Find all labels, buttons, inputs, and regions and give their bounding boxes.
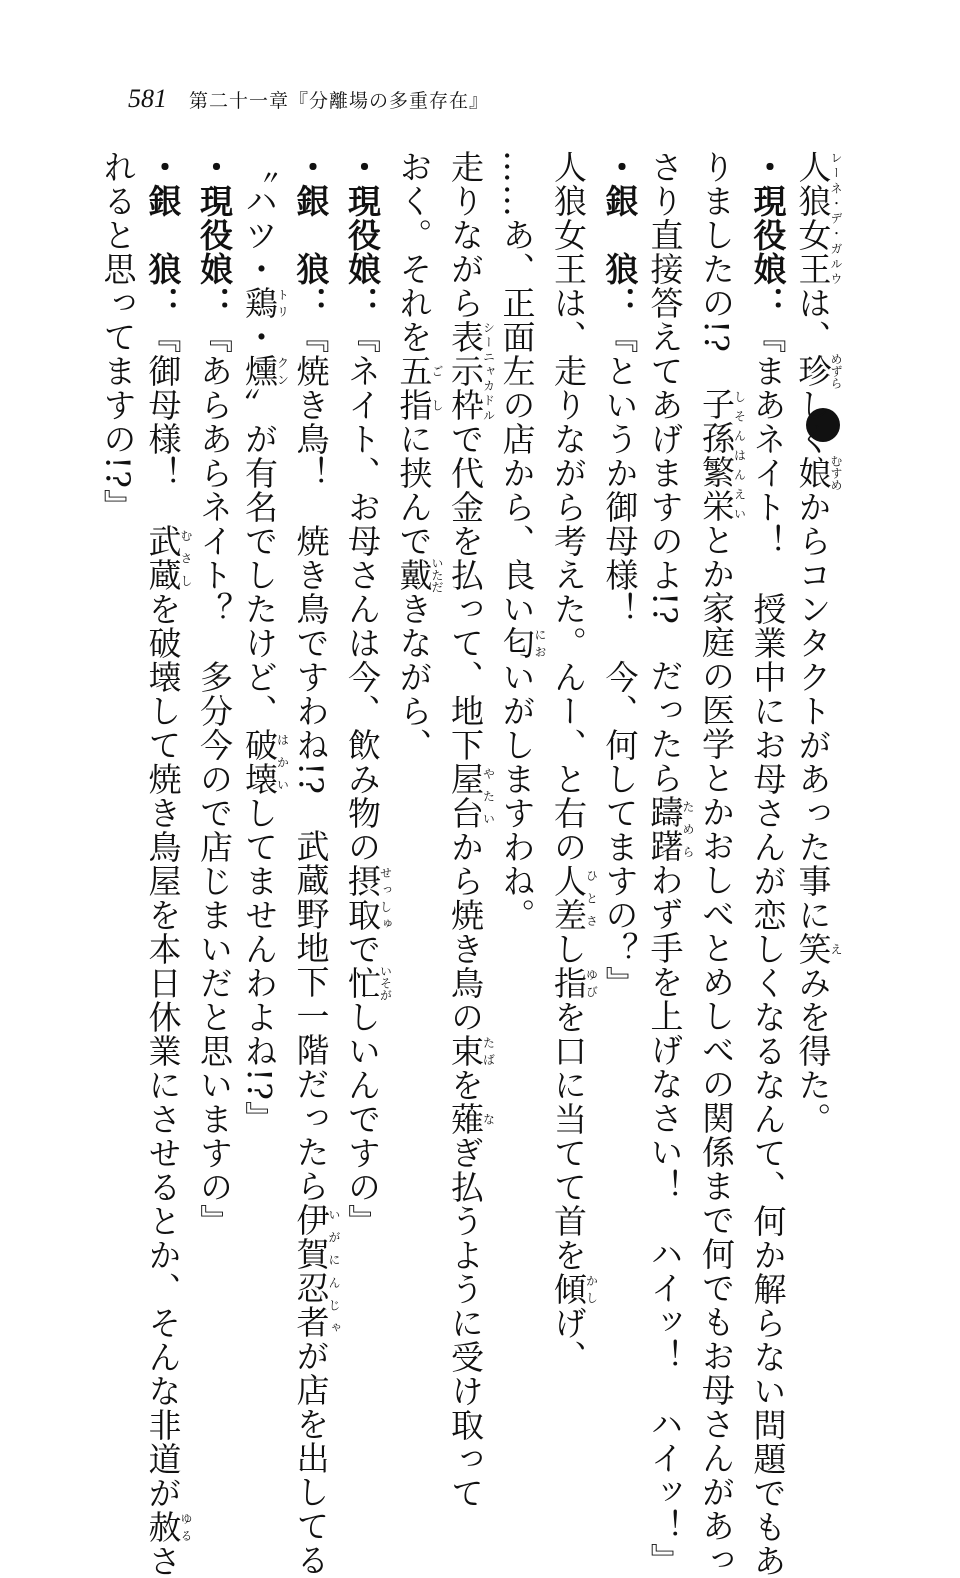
speaker-label: ・銀 狼： (600, 150, 640, 320)
dialogue-line: ・現役娘：『ネイト、お母さんは今、飲み物の摂取せっしゅで忙いそがしいんですの』 (343, 150, 393, 1238)
page-number: 581 (128, 84, 167, 113)
speaker-label: ・銀 狼： (143, 150, 183, 320)
text-line: おく。それを五指ごしに挟んで戴いただきながら、 (394, 150, 444, 762)
dialogue-line (192, 150, 237, 1270)
text-line: りましたの!? 子孫繁栄しそんはんえいとか家庭の医学とかおしべとめしべの関係まで何でもお母さんがあっ (697, 150, 747, 1577)
dialogue-line: ・銀 狼：『御母様！ 武蔵むさしを破壊して焼き鳥屋を本日休業にさせるとか、そんな非道が赦ゆるさ (143, 150, 193, 1578)
speaker-label: ・現役娘： (195, 150, 234, 320)
text-line: 人狼女王は、走りながら考えた。んー、と右の人差ひとさし指ゆびを口に当てて首を傾かしげ、 (549, 150, 599, 1374)
text-line: ……あ、正面左の店から、良い匂においがしますわね。 (497, 150, 547, 932)
text-line: さり直接答えてあげますのよ!? だったら躊躇ためらわず手を上げなさい！ ハイッ！ ハイッ！』 (645, 150, 695, 1577)
text-line: 〝ハツ・鶏トリ・燻クン〟が有名でしたけど、破壊はかいしてませんわよね!?』 (240, 150, 290, 1135)
dialogue-text: 『というか御母様！ 今、何してますの？』 (600, 320, 640, 1000)
speaker-label: ・銀 狼： (291, 150, 331, 320)
dialogue-line (598, 150, 643, 1270)
page-header (128, 84, 489, 114)
speaker-label: ・現役娘： (748, 150, 788, 320)
dialogue-text: 『あらあらネイト？ 多分今ので店じまいだと思いますの』 (195, 320, 234, 1238)
text-line: 走りながら表示枠シーニャカドルで代金を払って、地下屋台やたいから焼き鳥の束たばを薙なぎ払うように受け取って (446, 150, 496, 1510)
dialogue-line (746, 150, 791, 1578)
ruby-term: 子孫繁栄しそんはんえい (697, 386, 747, 523)
chapter-title: 第二十一章『分離場の多重存在』 (189, 90, 490, 112)
dialogue-line: ・銀 狼：『焼き鳥！ 焼き鳥ですわね!? 武蔵野地下一階だったら伊賀忍者いがにんじゃが店を出してる (291, 150, 341, 1577)
body-text (98, 150, 843, 1578)
text-line: れると思ってますの!?』 (98, 150, 138, 523)
dialogue-text: 『まあネイト！ 授業中にお母さんが恋しくなるなんて、何か解らない問題でもあ (748, 320, 788, 1578)
ruby-term: 人狼女王レーネ・デ・ガルウ (793, 150, 843, 286)
text-line: 人狼女王レーネ・デ・ガルウは、珍めずらしく娘むすめからコンタクトがあった事に笑えみを得た。 (793, 150, 843, 1136)
speaker-label: ・現役娘： (343, 150, 382, 320)
